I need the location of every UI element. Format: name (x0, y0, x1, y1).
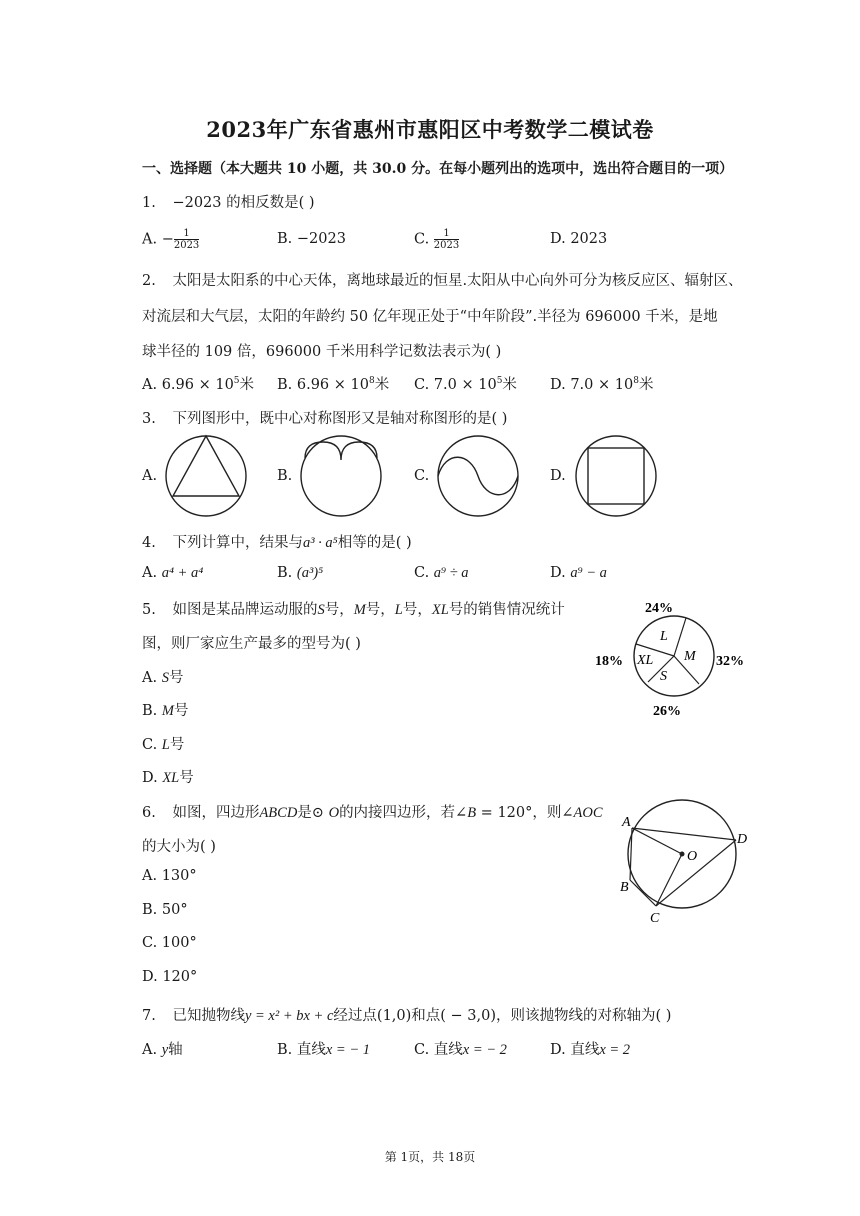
question-stem-line: 图，则厂家应生产最多的型号为( ) (142, 636, 361, 652)
pie-label-m: M (684, 649, 696, 664)
circle-with-heart-arcs-figure (299, 434, 383, 518)
q4-option-c[interactable]: C. a⁹ ÷ a (414, 565, 469, 581)
q6-option-b[interactable]: B. 50° (142, 902, 188, 918)
question-4: 4. 下列计算中，结果与a³ · a⁵相等的是( ) (142, 535, 412, 551)
question-number: 4. (142, 535, 156, 551)
q1-option-b[interactable]: B. −2023 (277, 231, 346, 247)
q5-option-b[interactable]: B. M号 (142, 703, 189, 719)
q5-option-a[interactable]: A. S号 (142, 670, 184, 686)
q2-option-d[interactable]: D. $7.0 \times 10^8$米 (550, 376, 654, 393)
question-stem-line: 的大小为( ) (142, 839, 216, 855)
q4-option-a[interactable]: A. a⁴ + a⁴ (142, 565, 204, 581)
point-d-label: D (737, 832, 748, 847)
point-o-label: O (687, 849, 698, 864)
q2-option-b[interactable]: B. $6.96 \times 10^8$米 (277, 376, 390, 393)
point-a-label: A (622, 815, 631, 830)
question-7: 7. 已知抛物线y = x² + bx + c经过点(1,0)和点( − 3,0)，则该抛物线的对称轴为( ) (142, 1008, 672, 1024)
q2-option-a[interactable]: A. $6.96 \times 10^5$米 (142, 376, 255, 393)
q7-option-a[interactable]: A. y轴 (142, 1042, 183, 1058)
question-number: 5. (142, 602, 156, 618)
q2-option-c[interactable]: C. $7.0 \times 10^5$米 (414, 376, 517, 393)
pie-label-xl: XL (637, 653, 654, 668)
pie-percent-s: 26% (653, 704, 681, 719)
q3-option-d[interactable]: D. (550, 468, 566, 484)
pie-percent-xl: 18% (595, 654, 623, 669)
question-stem: −2023 的相反数是( ) (172, 195, 315, 211)
fraction: $\frac{1}{2023}$ (173, 228, 200, 251)
question-stem-line: 太阳是太阳系的中心天体，离地球最近的恒星.太阳从中心向外可分为核反应区、辐射区、 (172, 273, 743, 289)
fraction: $\frac{1}{2023}$ (433, 228, 460, 251)
question-1 (142, 191, 315, 212)
pie-label-l: L (660, 629, 668, 644)
q6-option-a[interactable]: A. 130° (142, 868, 197, 884)
question-number: 7. (142, 1008, 156, 1024)
question-stem: 下列图形中，既中心对称图形又是轴对称图形的是( ) (172, 411, 508, 427)
question-3 (142, 407, 507, 428)
section-heading: 一、选择题（本大题共 10 小题，共 30.0 分。在每小题列出的选项中，选出符合题目的一项） (142, 161, 734, 177)
question-stem-line: 球半径的 109 倍，696000 千米用科学记数法表示为( ) (142, 344, 502, 360)
question-stem-line: 对流层和大气层，太阳的年龄约 50 亿年现正处于“中年阶段”.半径为 696000 千米，是地 (142, 309, 718, 325)
q5-option-c[interactable]: C. L号 (142, 737, 185, 753)
pie-percent-m: 32% (716, 654, 744, 669)
q3-option-c[interactable]: C. (414, 468, 430, 484)
question-number: 6. (142, 805, 156, 821)
q7-option-d[interactable]: D. 直线x = 2 (550, 1042, 631, 1058)
q1-option-c[interactable]: C. $\frac{1}{2023}$ (414, 228, 460, 251)
pie-chart-figure (590, 596, 755, 722)
inscribed-quadrilateral-figure (612, 796, 754, 924)
q1-option-a[interactable]: A. − $\frac{1}{2023}$ (142, 228, 200, 251)
question-2 (142, 269, 743, 290)
question-number: 2. (142, 273, 156, 289)
page-footer: 第 1页，共 18页 (384, 1150, 476, 1164)
pie-percent-l: 24% (645, 601, 673, 616)
math-expression: y = x² + bx + c (244, 1008, 334, 1024)
q1-option-d[interactable]: D. 2023 (550, 231, 608, 247)
q4-option-d[interactable]: D. a⁹ − a (550, 565, 607, 581)
q6-option-c[interactable]: C. 100° (142, 935, 197, 951)
q3-option-b[interactable]: B. (277, 468, 293, 484)
q7-option-b[interactable]: B. 直线x = − 1 (277, 1042, 371, 1058)
point-c-label: C (650, 911, 660, 924)
circle-with-triangle-figure (164, 434, 248, 518)
question-number: 1. (142, 195, 156, 211)
math-expression: a³ · a⁵ (302, 535, 338, 551)
question-5: 5. 如图是某品牌运动服的S号，M号，L号，XL号的销售情况统计 (142, 602, 565, 618)
point-b-label: B (620, 880, 629, 895)
q7-option-c[interactable]: C. 直线x = − 2 (414, 1042, 507, 1058)
q5-option-d[interactable]: D. XL号 (142, 770, 194, 786)
q4-option-b[interactable]: B. (a³)⁵ (277, 565, 324, 581)
page-title: 2023年广东省惠州市惠阳区中考数学二模试卷 (206, 117, 654, 142)
pie-label-s: S (660, 669, 667, 684)
circle-with-square-figure (574, 434, 658, 518)
question-6: 6. 如图，四边形ABCD是⊙ O的内接四边形，若∠B = 120°，则∠AOC (142, 805, 603, 821)
q6-option-d[interactable]: D. 120° (142, 969, 198, 985)
circle-with-s-curve-figure (436, 434, 520, 518)
q3-option-a[interactable]: A. (142, 468, 158, 484)
question-number: 3. (142, 411, 156, 427)
